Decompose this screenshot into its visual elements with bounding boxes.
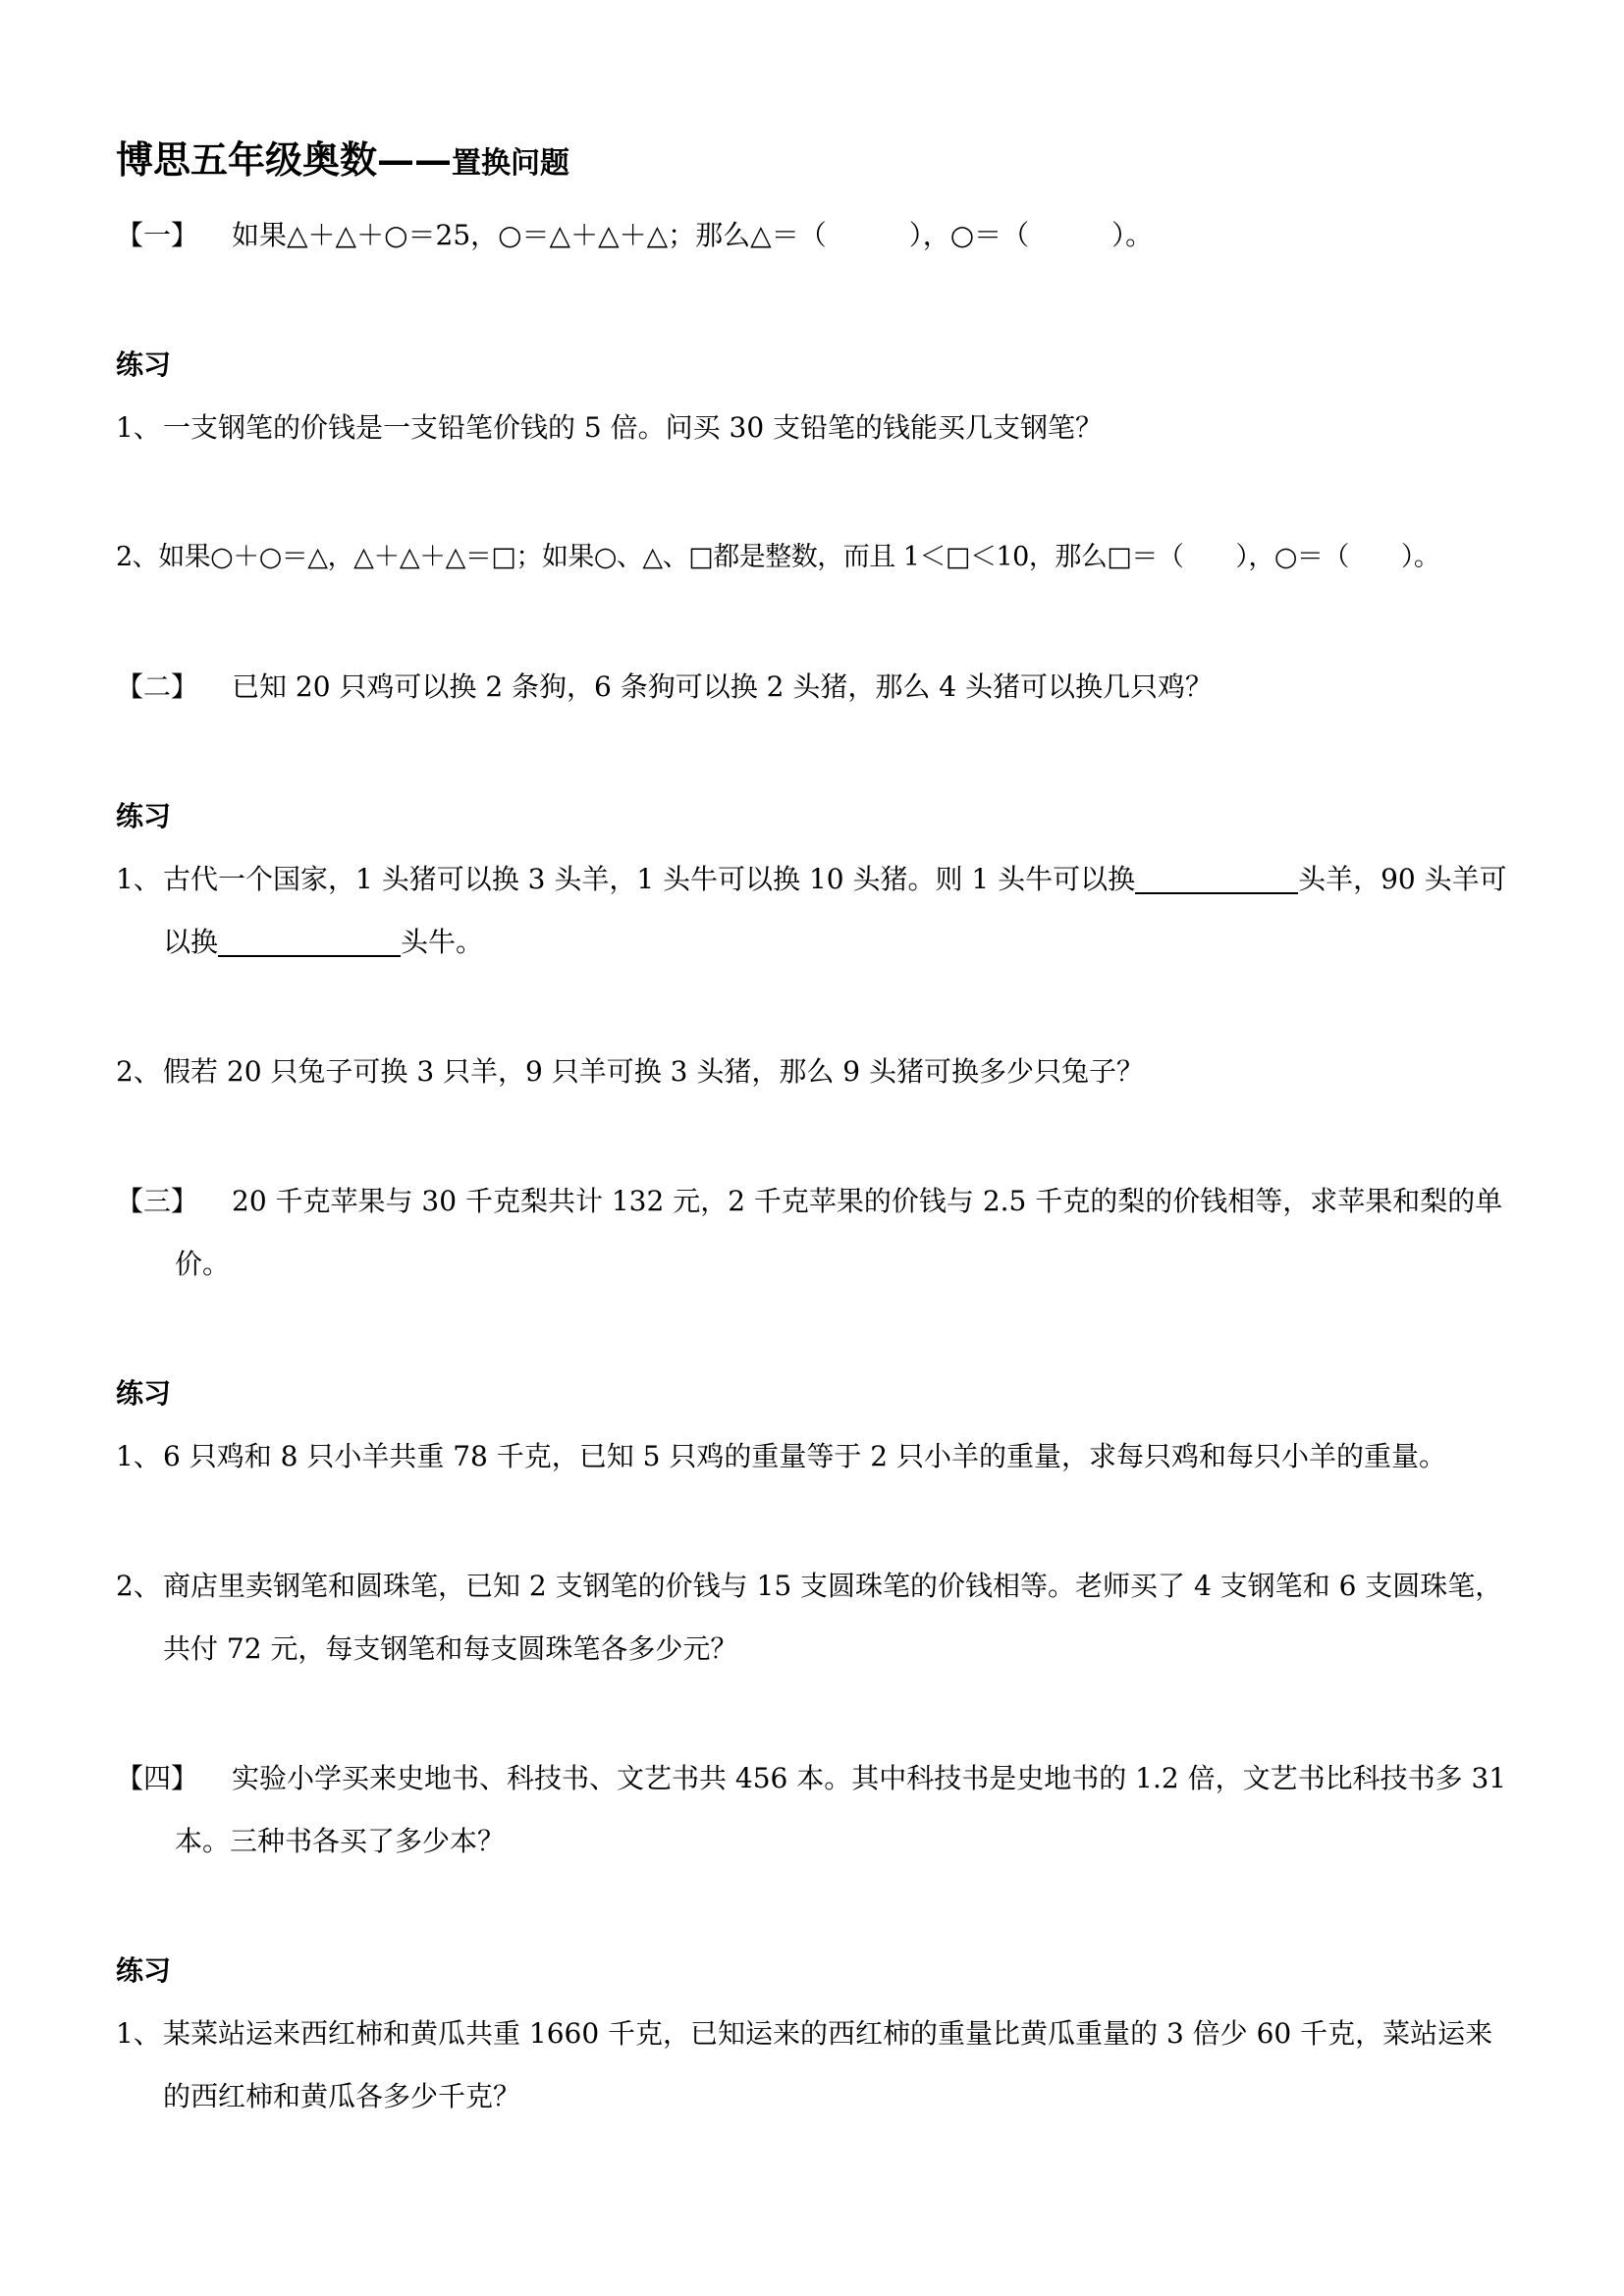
answer-blank[interactable] xyxy=(1135,865,1298,894)
practice-heading: 练习 xyxy=(116,348,172,381)
item-text: 一支钢笔的价钱是一支铅笔价钱的 5 倍。问买 30 支铅笔的钱能买几支钢笔？ xyxy=(163,411,1104,444)
item-text: 古代一个国家，1 头猪可以换 3 头羊，1 头牛可以换 10 头猪。则 1 头牛可以换 xyxy=(163,863,1136,895)
problem-tag: 【四】 xyxy=(116,1762,199,1794)
title-main: 博思五年级奥数—— xyxy=(116,137,453,182)
problem-4-cont xyxy=(175,1822,505,1861)
item-text: 假若 20 只兔子可换 3 只羊，9 只羊可换 3 头猪，那么 9 头猪可换多少只兔子？ xyxy=(163,1055,1144,1088)
practice-item-cont xyxy=(163,1629,737,1669)
item-number: 1、 xyxy=(116,2017,161,2050)
practice-item-cont xyxy=(163,2077,520,2116)
problem-3-cont xyxy=(175,1245,230,1284)
practice-item xyxy=(116,2014,1492,2054)
practice-heading: 练习 xyxy=(116,1377,172,1410)
item-text: 商店里卖钢笔和圆珠笔，已知 2 支钢笔的价钱与 15 支圆珠笔的价钱相等。老师买了 4 支钢笔和 6 支圆珠笔， xyxy=(163,1570,1503,1602)
problem-1 xyxy=(116,216,1153,255)
title-sub: 置换问题 xyxy=(452,146,570,181)
practice-heading: 练习 xyxy=(116,1954,172,1987)
practice-item xyxy=(116,860,1507,899)
item-text: 的西红柿和黄瓜各多少千克？ xyxy=(163,2080,521,2112)
item-text: 头牛。 xyxy=(401,926,484,958)
practice-heading: 练习 xyxy=(116,800,172,832)
practice-item xyxy=(116,1052,1144,1092)
problem-text: 如果△＋△＋○＝25，○＝△＋△＋△；那么△＝（ ），○＝（ ）。 xyxy=(232,219,1154,251)
item-number: 1、 xyxy=(116,863,161,895)
item-text: 如果○＋○＝△，△＋△＋△＝□；如果○、△、□都是整数，而且 1＜□＜10，那么□＝（ ），○＝（ ）。 xyxy=(158,542,1440,572)
problem-tag: 【一】 xyxy=(116,219,199,251)
page-title xyxy=(116,135,569,192)
problem-text: 价。 xyxy=(175,1248,231,1280)
item-number: 2、 xyxy=(116,542,159,572)
problem-2 xyxy=(116,667,1213,707)
problem-4 xyxy=(116,1759,1506,1798)
practice-item-cont xyxy=(163,923,483,962)
problem-tag: 【二】 xyxy=(116,670,199,703)
practice-item xyxy=(116,1567,1502,1606)
item-text: 共付 72 元，每支钢笔和每支圆珠笔各多少元？ xyxy=(163,1632,738,1665)
item-text: 6 只鸡和 8 只小羊共重 78 千克，已知 5 只鸡的重量等于 2 只小羊的重量，求每只鸡和每只小羊的重量。 xyxy=(163,1440,1446,1472)
item-text: 某菜站运来西红柿和黄瓜共重 1660 千克，已知运来的西红柿的重量比黄瓜重量的 3 倍少 60 千克，菜站运来 xyxy=(163,2017,1493,2050)
practice-item xyxy=(116,408,1103,448)
item-number: 1、 xyxy=(116,1440,161,1472)
item-number: 2、 xyxy=(116,1055,161,1088)
problem-text: 本。三种书各买了多少本？ xyxy=(175,1825,506,1857)
item-text: 以换 xyxy=(163,926,219,958)
practice-item xyxy=(116,1437,1446,1476)
problem-text: 已知 20 只鸡可以换 2 条狗，6 条狗可以换 2 头猪，那么 4 头猪可以换几只鸡？ xyxy=(232,670,1213,703)
problem-text: 实验小学买来史地书、科技书、文艺书共 456 本。其中科技书是史地书的 1.2 倍，文艺书比科技书多 31 xyxy=(232,1762,1507,1794)
item-text: 头羊，90 头羊可 xyxy=(1298,863,1507,895)
answer-blank[interactable] xyxy=(218,928,401,957)
practice-item xyxy=(116,538,1439,577)
item-number: 1、 xyxy=(116,411,161,444)
problem-tag: 【三】 xyxy=(116,1185,199,1217)
item-number: 2、 xyxy=(116,1570,161,1602)
problem-3 xyxy=(116,1182,1502,1221)
problem-text: 20 千克苹果与 30 千克梨共计 132 元，2 千克苹果的价钱与 2.5 千克的梨的价钱相等，求苹果和梨的单 xyxy=(232,1185,1503,1217)
